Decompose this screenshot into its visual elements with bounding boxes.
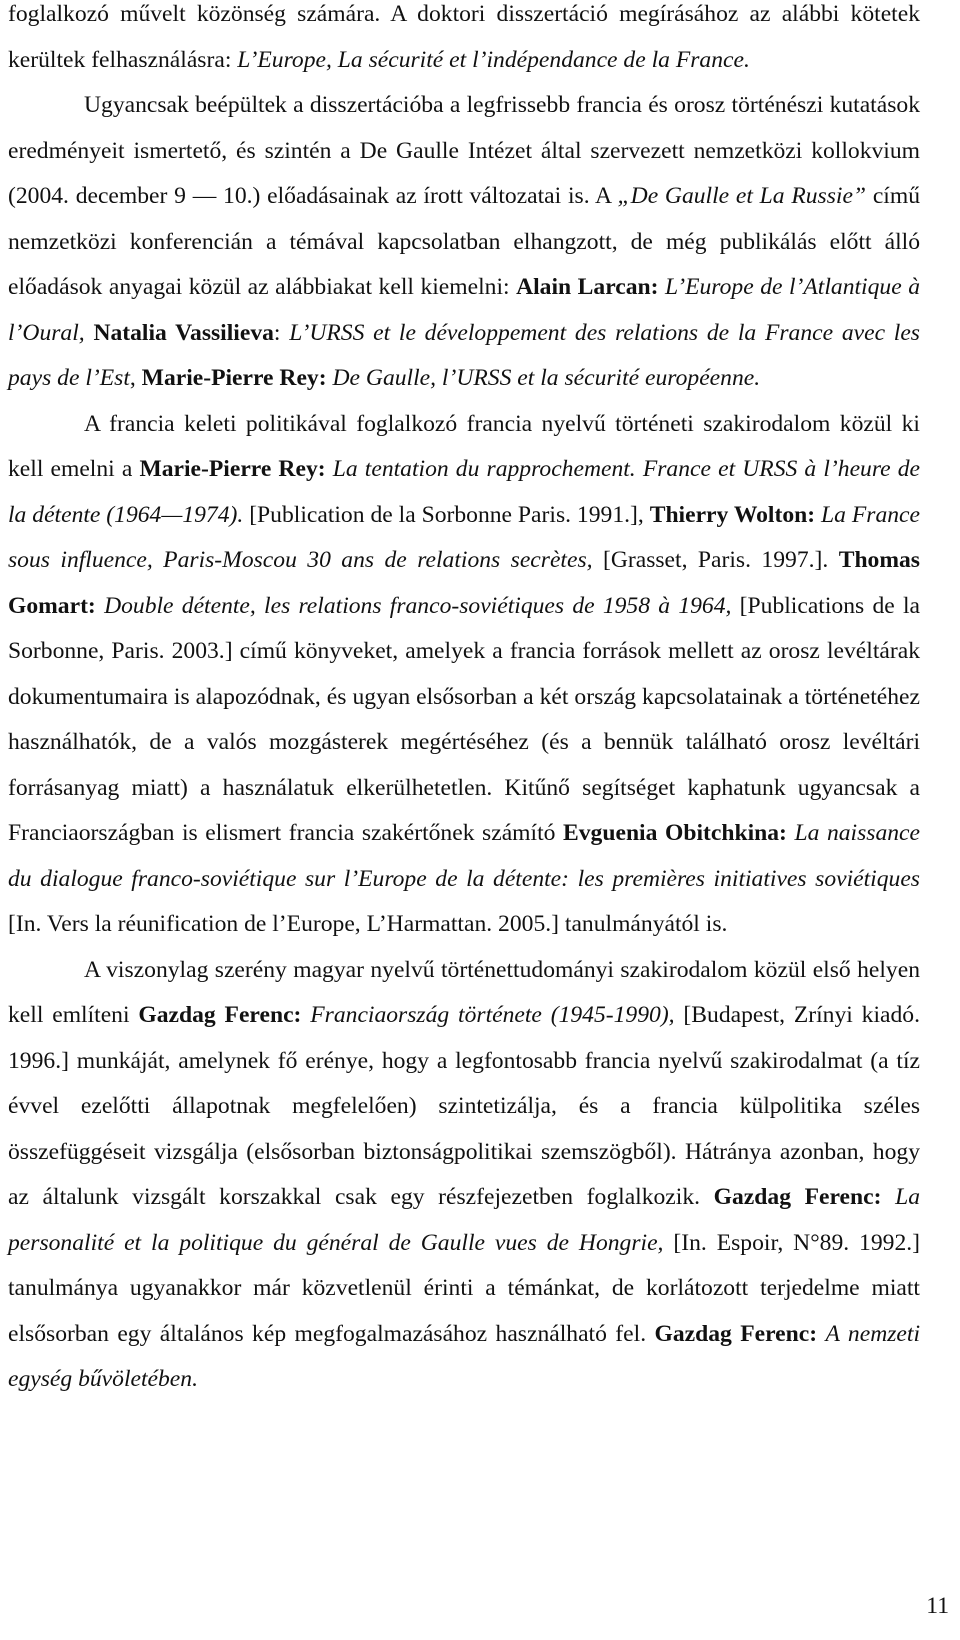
- body-text: [8, 0, 920, 1403]
- paragraph: [8, 948, 920, 1403]
- text-run: [881, 1184, 895, 1210]
- text-run: [Publication de la Sorbonne Paris. 1991.],: [243, 501, 650, 528]
- text-run: :: [273, 319, 290, 346]
- work-title: De Gaulle, l’URSS et la sécurité européenne.: [332, 365, 761, 391]
- work-title: L’Europe, La sécurité et l’indépendance de la France.: [237, 46, 750, 73]
- work-title: Franciaország története (1945-1990),: [310, 1002, 675, 1028]
- work-title: Double détente, les relations franco-soviétiques de 1958 à 1964,: [104, 592, 732, 619]
- text-run: Ugyancsak beépültek a disszertációba a legfrissebb francia és orosz történészi kutatások eredményeit ismertető, és szintén a De Gaulle Intézet által szervezett nemzetközi kollokvium (2004. december 9 — 10.) előadásainak az írott változatai is. A: [8, 92, 920, 209]
- text-run: [817, 1321, 825, 1347]
- paragraph: [8, 0, 920, 83]
- author-name: Marie-Pierre Rey:: [141, 365, 327, 391]
- text-run: [In. Espoir, N°89. 1992.] tanulmánya ugyanakkor már közvetlenül érinti a témánkat, de korlátozott terjedelme miatt elsősorban egy általános kép megfogalmazásához használható fel.: [8, 1229, 921, 1347]
- text-run: [Budapest, Zrínyi kiadó. 1996.] munkáját, amelynek fő erénye, hogy a legfontosabb francia nyelvű szakirodalmat (a tíz évvel ezelőtti állapotnak megfelelően) szintetizálja, és a francia külpolitika széles összefüggéseit vizsgálja (elsősorban biztonságpolitikai szemszögből). Hátránya azonban, hogy az általunk vizsgált korszakkal csak egy részfejezetben foglalkozik.: [8, 1002, 920, 1210]
- work-title: L’Europe de l’Atlantique à l’Oural,: [8, 274, 920, 346]
- work-title: L’URSS et le développement des relations de la France avec les pays de l’Est: [8, 319, 920, 391]
- text-run: [In. Vers la réunification de l’Europe, L’Harmattan. 2005.] tanulmányától is.: [8, 911, 728, 937]
- author-name: Natalia Vassilieva: [93, 319, 274, 346]
- paragraph: [8, 83, 920, 402]
- author-name: Marie-Pierre Rey:: [139, 456, 326, 482]
- author-name: Gazdag Ferenc:: [654, 1320, 818, 1347]
- text-run: [301, 1002, 310, 1028]
- paragraph: [8, 402, 920, 948]
- author-name: Evguenia Obitchkina:: [563, 820, 787, 846]
- text-run: [Publications de la Sorbonne, Paris. 2003.] című könyveket, amelyek a francia források mellett az orosz levéltárak dokumentumaira is alapozódnak, és ugyan elsősorban a két ország kapcsolatainak a történetéhez használhatók, de a valós mozgásterek megértéséhez (és a bennük található orosz levéltári forrásanyag miatt) a használatuk elkerülhetetlen. Kitűnő segítséget kaphatunk ugyancsak a Franciaországban is elismert francia szakértőnek számító: [8, 592, 920, 846]
- text-run: [Grasset, Paris. 1997.].: [592, 547, 839, 573]
- author-name: Gazdag Ferenc:: [713, 1184, 882, 1210]
- author-name: Thierry Wolton:: [649, 501, 816, 528]
- text-run: foglalkozó művelt közönség számára. A doktori disszertáció megírásához az alábbi kötetek kerültek felhasználásra:: [8, 1, 920, 73]
- work-title: A nemzeti egység bűvöletében.: [8, 1320, 920, 1392]
- author-name: Alain Larcan:: [516, 274, 659, 300]
- text-run: A viszonylag szerény magyar nyelvű történettudományi szakirodalom közül első helyen kell említeni: [8, 956, 920, 1028]
- author-name: Thomas Gomart:: [8, 547, 920, 619]
- text-run: [96, 593, 104, 619]
- text-run: A francia keleti politikával foglalkozó francia nyelvű történeti szakirodalom közül ki kell emelni a: [8, 410, 920, 482]
- work-title: La naissance du dialogue franco-soviétique sur l’Europe de la détente: les premières initiatives soviétiques: [8, 820, 920, 892]
- work-title: La France sous influence, Paris-Moscou 30 ans de relations secrètes,: [8, 501, 920, 573]
- work-title: La tentation du rapprochement. France et URSS à l’heure de la détente (1964—1974).: [8, 456, 921, 528]
- text-run: [326, 456, 333, 482]
- text-run: ,: [129, 365, 142, 391]
- work-title: La personalité et la politique du général de Gaulle vues de Hongrie,: [8, 1184, 920, 1256]
- text-run: című nemzetközi konferencián a témával kapcsolatban elhangzott, de még publikálás előtt álló előadások anyagai közül az alábbiakat kell kiemelni:: [8, 183, 920, 300]
- author-name: Gazdag Ferenc:: [138, 1002, 302, 1028]
- page-number: 11: [926, 1593, 949, 1619]
- work-title: „De Gaulle et La Russie”: [617, 183, 867, 209]
